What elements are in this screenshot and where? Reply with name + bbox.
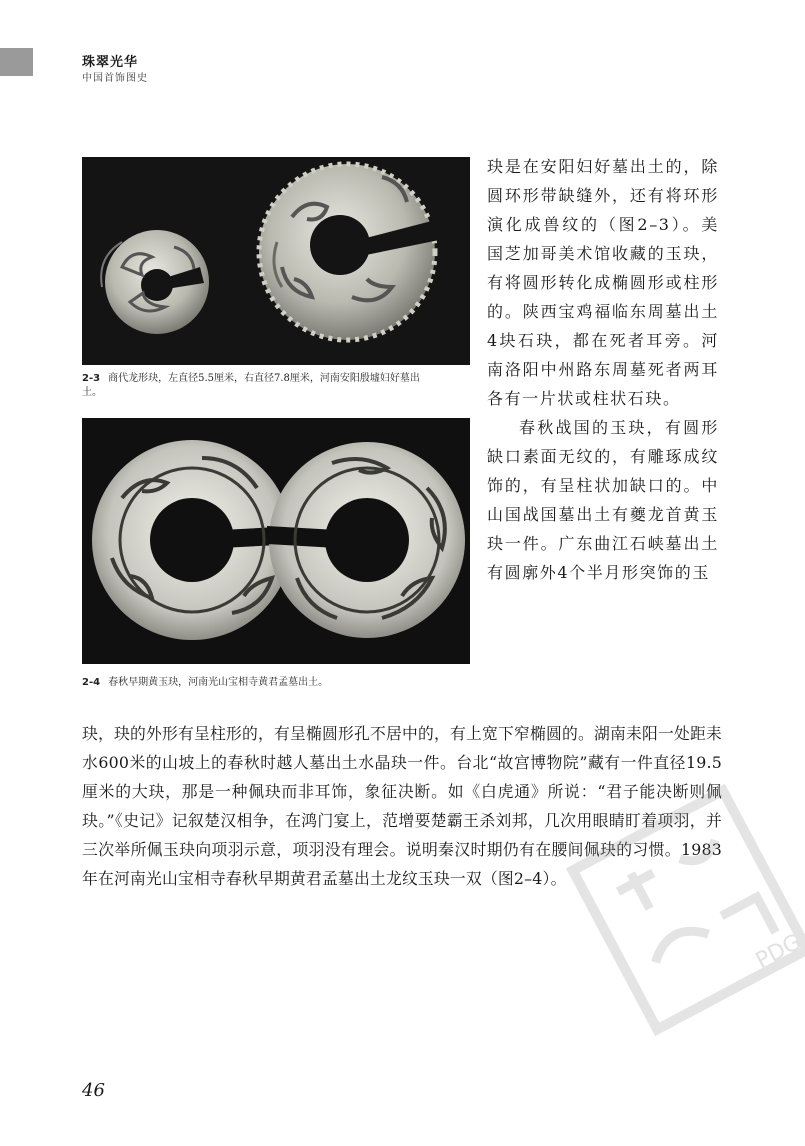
running-header-subtitle: 中国首饰图史 (82, 73, 148, 84)
side-column-text (487, 152, 719, 587)
caption-text: 商代龙形玦，左直径5.5厘米，右直径7.8厘米，河南安阳殷墟妇好墓出土。 (82, 373, 420, 398)
watermark-text: PDG (751, 929, 805, 974)
figure-2-3-caption (82, 372, 422, 400)
body-paragraph: 春秋战国的玉玦，有圆形缺口素面无纹的，有雕琢成纹饰的，有呈柱状加缺口的。中山国战国墓出土有夔龙首黄玉玦一件。广东曲江石峡墓出土有圆廓外4个半月形突饰的玉 (487, 418, 719, 582)
watermark-seal (575, 790, 805, 1030)
body-paragraph: 玦是在安阳妇好墓出土的，除圆环形带缺缝外，还有将环形演化成兽纹的（图2–3）。美国芝加哥美术馆收藏的玉玦，有将圆形转化成椭圆形或柱形的。陕西宝鸡福临东周墓出土4块石玦，都在死者耳旁。河南洛阳中州路东周墓死者两耳各有一片状或柱状石玦。 (487, 157, 719, 408)
running-header-title: 珠翠光华 (82, 55, 139, 70)
page-number: 46 (82, 1080, 105, 1101)
body-paragraph: 玦，玦的外形有呈柱形的，有呈椭圆形孔不居中的，有上宽下窄椭圆的。湖南耒阳一处距耒水600米的山坡上的春秋时越人墓出土水晶玦一件。台北“故宫博物院”藏有一件直径19.5厘米的大玦，那是一种佩玦而非耳饰，象征决断。如《白虎通》所说：“君子能决断则佩玦。”《史记》记叙楚汉相争，在鸿门宴上，范增要楚霸王杀刘邦，几次用眼睛盯着项羽，并三次举所佩玉玦向项羽示意，项羽没有理会。说明秦汉时期仍有在腰间佩玦的习惯。1983年在河南光山宝相寺春秋早期黄君孟墓出土龙纹玉玦一双（图2–4）。 (82, 724, 722, 888)
figure-number: 2-3 (82, 373, 101, 384)
figure-2-3-photo (82, 157, 470, 365)
figure-2-4-caption (82, 676, 442, 690)
corner-tab (0, 48, 33, 76)
figure-2-4-photo (82, 418, 470, 664)
figure-number: 2-4 (82, 677, 101, 688)
caption-text: 春秋早期黄玉玦，河南光山宝相寺黄君孟墓出土。 (108, 677, 329, 688)
